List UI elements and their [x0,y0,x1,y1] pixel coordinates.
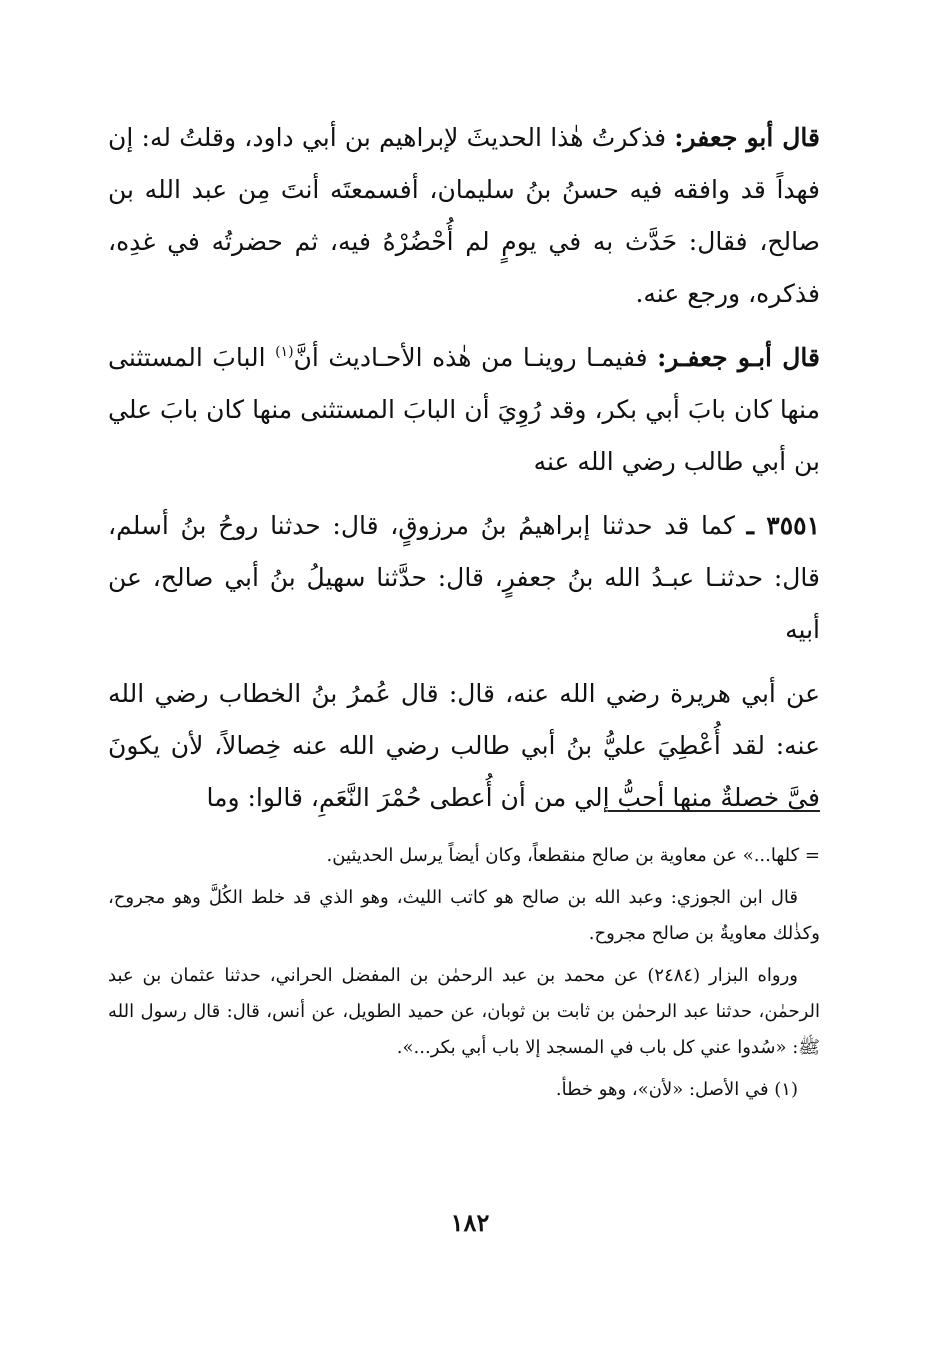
paragraph-lead: قال أبـو جعفـر: [657,343,820,372]
paragraph-text: البابَ المستثنى منها كان بابَ أبي بكر، وقد رُوِيَ أن البابَ المستثنى منها كان بابَ علي بن أبي طالب رضي الله عنه [108,343,820,476]
footnote-1: (١) في الأصل: «لأن»، وهو خطأ. [555,1079,798,1100]
footnotes [108,838,820,1114]
footnote-continuation: = كلها...» عن معاوية بن صالح منقطعاً، وكان أيضاً يرسل الحديثين. [326,845,820,866]
paragraph-text: فذكرتُ هٰذا الحديثَ لإبراهيم بن أبي داود، وقلتُ له: إن فهداً قد وافقه فيه حسنُ بنُ سليمان، أفسمعتَه أنتَ مِن عبد الله بن صالح، فقال: حَدَّث به في يومٍ لم أُحْضُرْهُ فيه، ثم حضرتُه في غدِه، فذكره، ورجع عنه. [108,123,820,308]
paragraph-text: ففيمـا روينـا من هٰذه الأحـاديث أنَّ [293,343,658,372]
main-text [108,112,820,824]
paragraph-1 [108,112,820,320]
page-number: ١٨٢ [450,1208,490,1237]
paragraph-lead: قال أبو جعفر: [674,123,820,152]
paragraph-text: كما قد حدثنا إبراهيمُ بنُ مرزوقٍ، قال: حدثنا روحُ بنُ أسلم، قال: حدثنـا عبـدُ الله بنُ جعفرٍ، قال: حدَّثنا سهيلُ بنُ أبي صالح، عن أبيه [108,511,820,644]
paragraph-text: عن أبي هريرة رضي الله عنه، قال: قال عُمرُ بنُ الخطاب رضي الله عنه: لقد أُعْطِيَ عليُّ بنُ أبي طالب رضي الله عنه خِصالاً، لأن يكونَ فيَّ خصلةٌ منها أحبُّ إلي من أن أُعطى حُمْرَ النَّعَمِ، قالوا: وما [108,679,820,812]
footnote-reference[interactable]: (١) [275,344,294,360]
paragraph-2 [108,332,820,488]
footnote-text: ورواه البزار (٢٤٨٤) عن محمد بن عبد الرحمٰن بن المفضل الحراني، حدثنا عثمان بن عبد الرحمٰن، حدثنا عبد الرحمٰن بن ثابت بن ثوبان، عن حميد الطويل، عن أنس، قال: قال رسول الله ﷺ: «سُدوا عني كل باب في المسجد إلا باب أبي بكر...». [108,965,820,1058]
footnote-text: قال ابن الجوزي: وعبد الله بن صالح هو كاتب الليث، وهو الذي قد خلط الكُلَّ وهو مجروح، وكذٰلك معاويةُ بن صالح مجروح. [108,887,820,944]
paragraph-4 [108,668,820,824]
hadith-number: ٣٥٥١ ـ [746,511,821,540]
paragraph-3 [108,500,820,656]
footnote-separator [608,810,820,812]
